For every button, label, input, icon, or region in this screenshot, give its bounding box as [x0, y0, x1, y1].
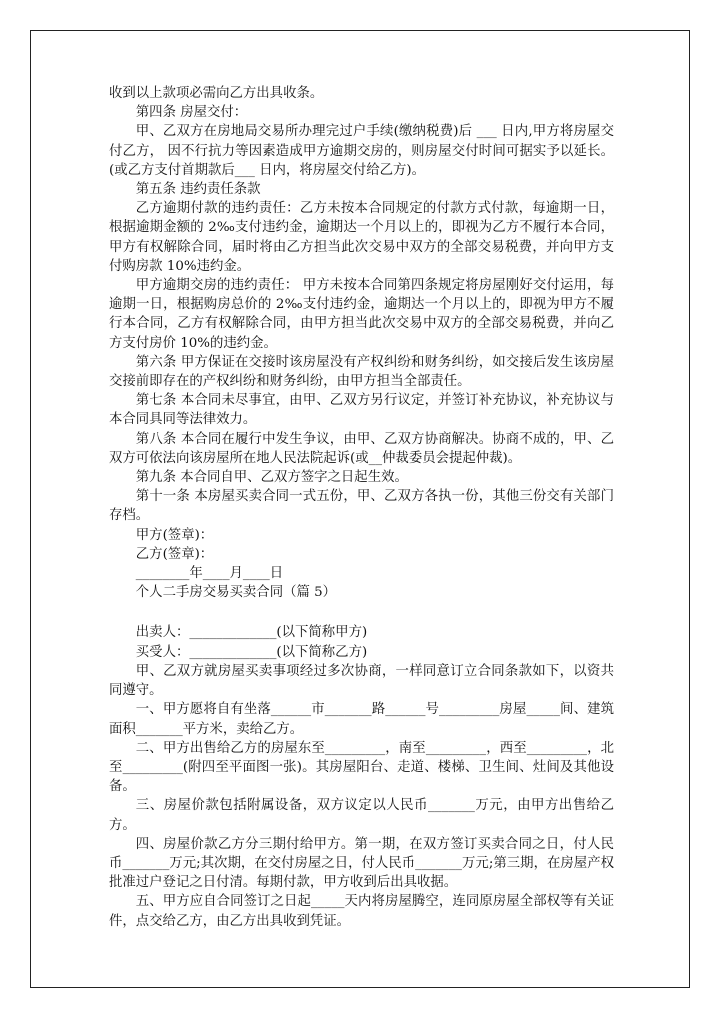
- clause-2: 二、甲方出售给乙方的房屋东至_________，南至_________，西至_________，北至_________(附四至平面图一张)。其房屋阳台、走道、楼梯、卫生间、灶间及其他设备。: [109, 740, 614, 795]
- blank-line: [109, 602, 614, 623]
- intro-paragraph: 甲、乙双方就房屋买卖事项经过多次协商，一样同意订立合同条款如下，以资共同遵守。: [109, 663, 614, 699]
- clause-5: 五、甲方应自合同签订之日起_____天内将房屋腾空，连同原房屋全部权等有关证件，点交给乙方，由乙方出具收到凭证。: [109, 894, 614, 929]
- article-4-body: 甲、乙双方在房地局交易所办理完过户手续(缴纳税费)后 ___ 日内,甲方将房屋交付乙方， 因不行抗力等因素造成甲方逾期交房的，则房屋交付时间可据实予以延长。(或乙方支付首期款后___ 日内，将房屋交付给乙方)。: [109, 124, 614, 178]
- buyer-line: 买受人：_____________(以下简称乙方): [135, 644, 368, 660]
- signature-date: ________年____月____日: [135, 566, 284, 582]
- section-title: 个人二手房交易买卖合同（篇 5）: [135, 585, 337, 601]
- article-7: 第七条 本合同未尽事宜，由甲、乙双方另行议定，并签订补充协议，补充协议与本合同具同等法律效力。: [109, 393, 614, 428]
- article-8: 第八条 本合同在履行中发生争议，由甲、乙双方协商解决。协商不成的，甲、乙双方可依法向该房屋所在地人民法院起诉(或__仲裁委员会提起仲裁)。: [109, 431, 614, 466]
- clause-3: 三、房屋价款包括附属设备，双方议定以人民币_______万元，由甲方出售给乙方。: [109, 798, 614, 833]
- article-5-buyer-breach: 乙方逾期付款的违约责任：乙方未按本合同规定的付款方式付款，每逾期一日，根据逾期金额的 2‰支付违约金，逾期达一个月以上的，即视为乙方不履行本合同，甲方有权解除合同，届时将由乙方担当此次交易中双方的全部交易税费，并向甲方支付购房款 10%违约金。: [109, 201, 614, 274]
- paragraph-receipt: 收到以上款项必需向乙方出具收条。: [109, 86, 324, 101]
- signature-party-a: 甲方(签章)：: [135, 527, 214, 543]
- article-5-seller-breach: 甲方逾期交房的违约责任： 甲方未按本合同第四条规定将房屋刚好交付运用，每逾期一日，根据购房总价的 2‰支付违约金，逾期达一个月以上的，即视为甲方不履行本合同，乙方有权解除合同，由甲方担当此次交易中双方的全部交易税费，并向乙方支付房价 10%的违约金。: [109, 278, 614, 351]
- article-6: 第六条 甲方保证在交接时该房屋没有产权纠纷和财务纠纷，如交接后发生该房屋交接前即存在的产权纠纷和财务纠纷，由甲方担当全部责任。: [109, 354, 614, 390]
- seller-line: 出卖人：_____________(以下简称甲方): [135, 625, 368, 641]
- article-4-title: 第四条 房屋交付：: [135, 105, 248, 121]
- document-body: [109, 84, 614, 931]
- clause-4: 四、房屋价款乙方分三期付给甲方。第一期，在双方签订买卖合同之日，付人民币_______万元;其次期，在交付房屋之日，付人民币_______万元;第三期，在房屋产权批准过户登记之日付清。每期付款，甲方收到后出具收据。: [109, 836, 614, 891]
- article-11: 第十一条 本房屋买卖合同一式五份，甲、乙双方各执一份，其他三份交有关部门存档。: [109, 489, 614, 524]
- clause-1: 一、甲方愿将自有坐落______市_______路______号_________房屋_____间、建筑面积_______平方米，卖给乙方。: [109, 702, 614, 737]
- article-9: 第九条 本合同自甲、乙双方签字之日起生效。: [135, 470, 408, 486]
- article-5-title: 第五条 违约责任条款: [135, 182, 261, 198]
- signature-party-b: 乙方(签章)：: [135, 546, 214, 562]
